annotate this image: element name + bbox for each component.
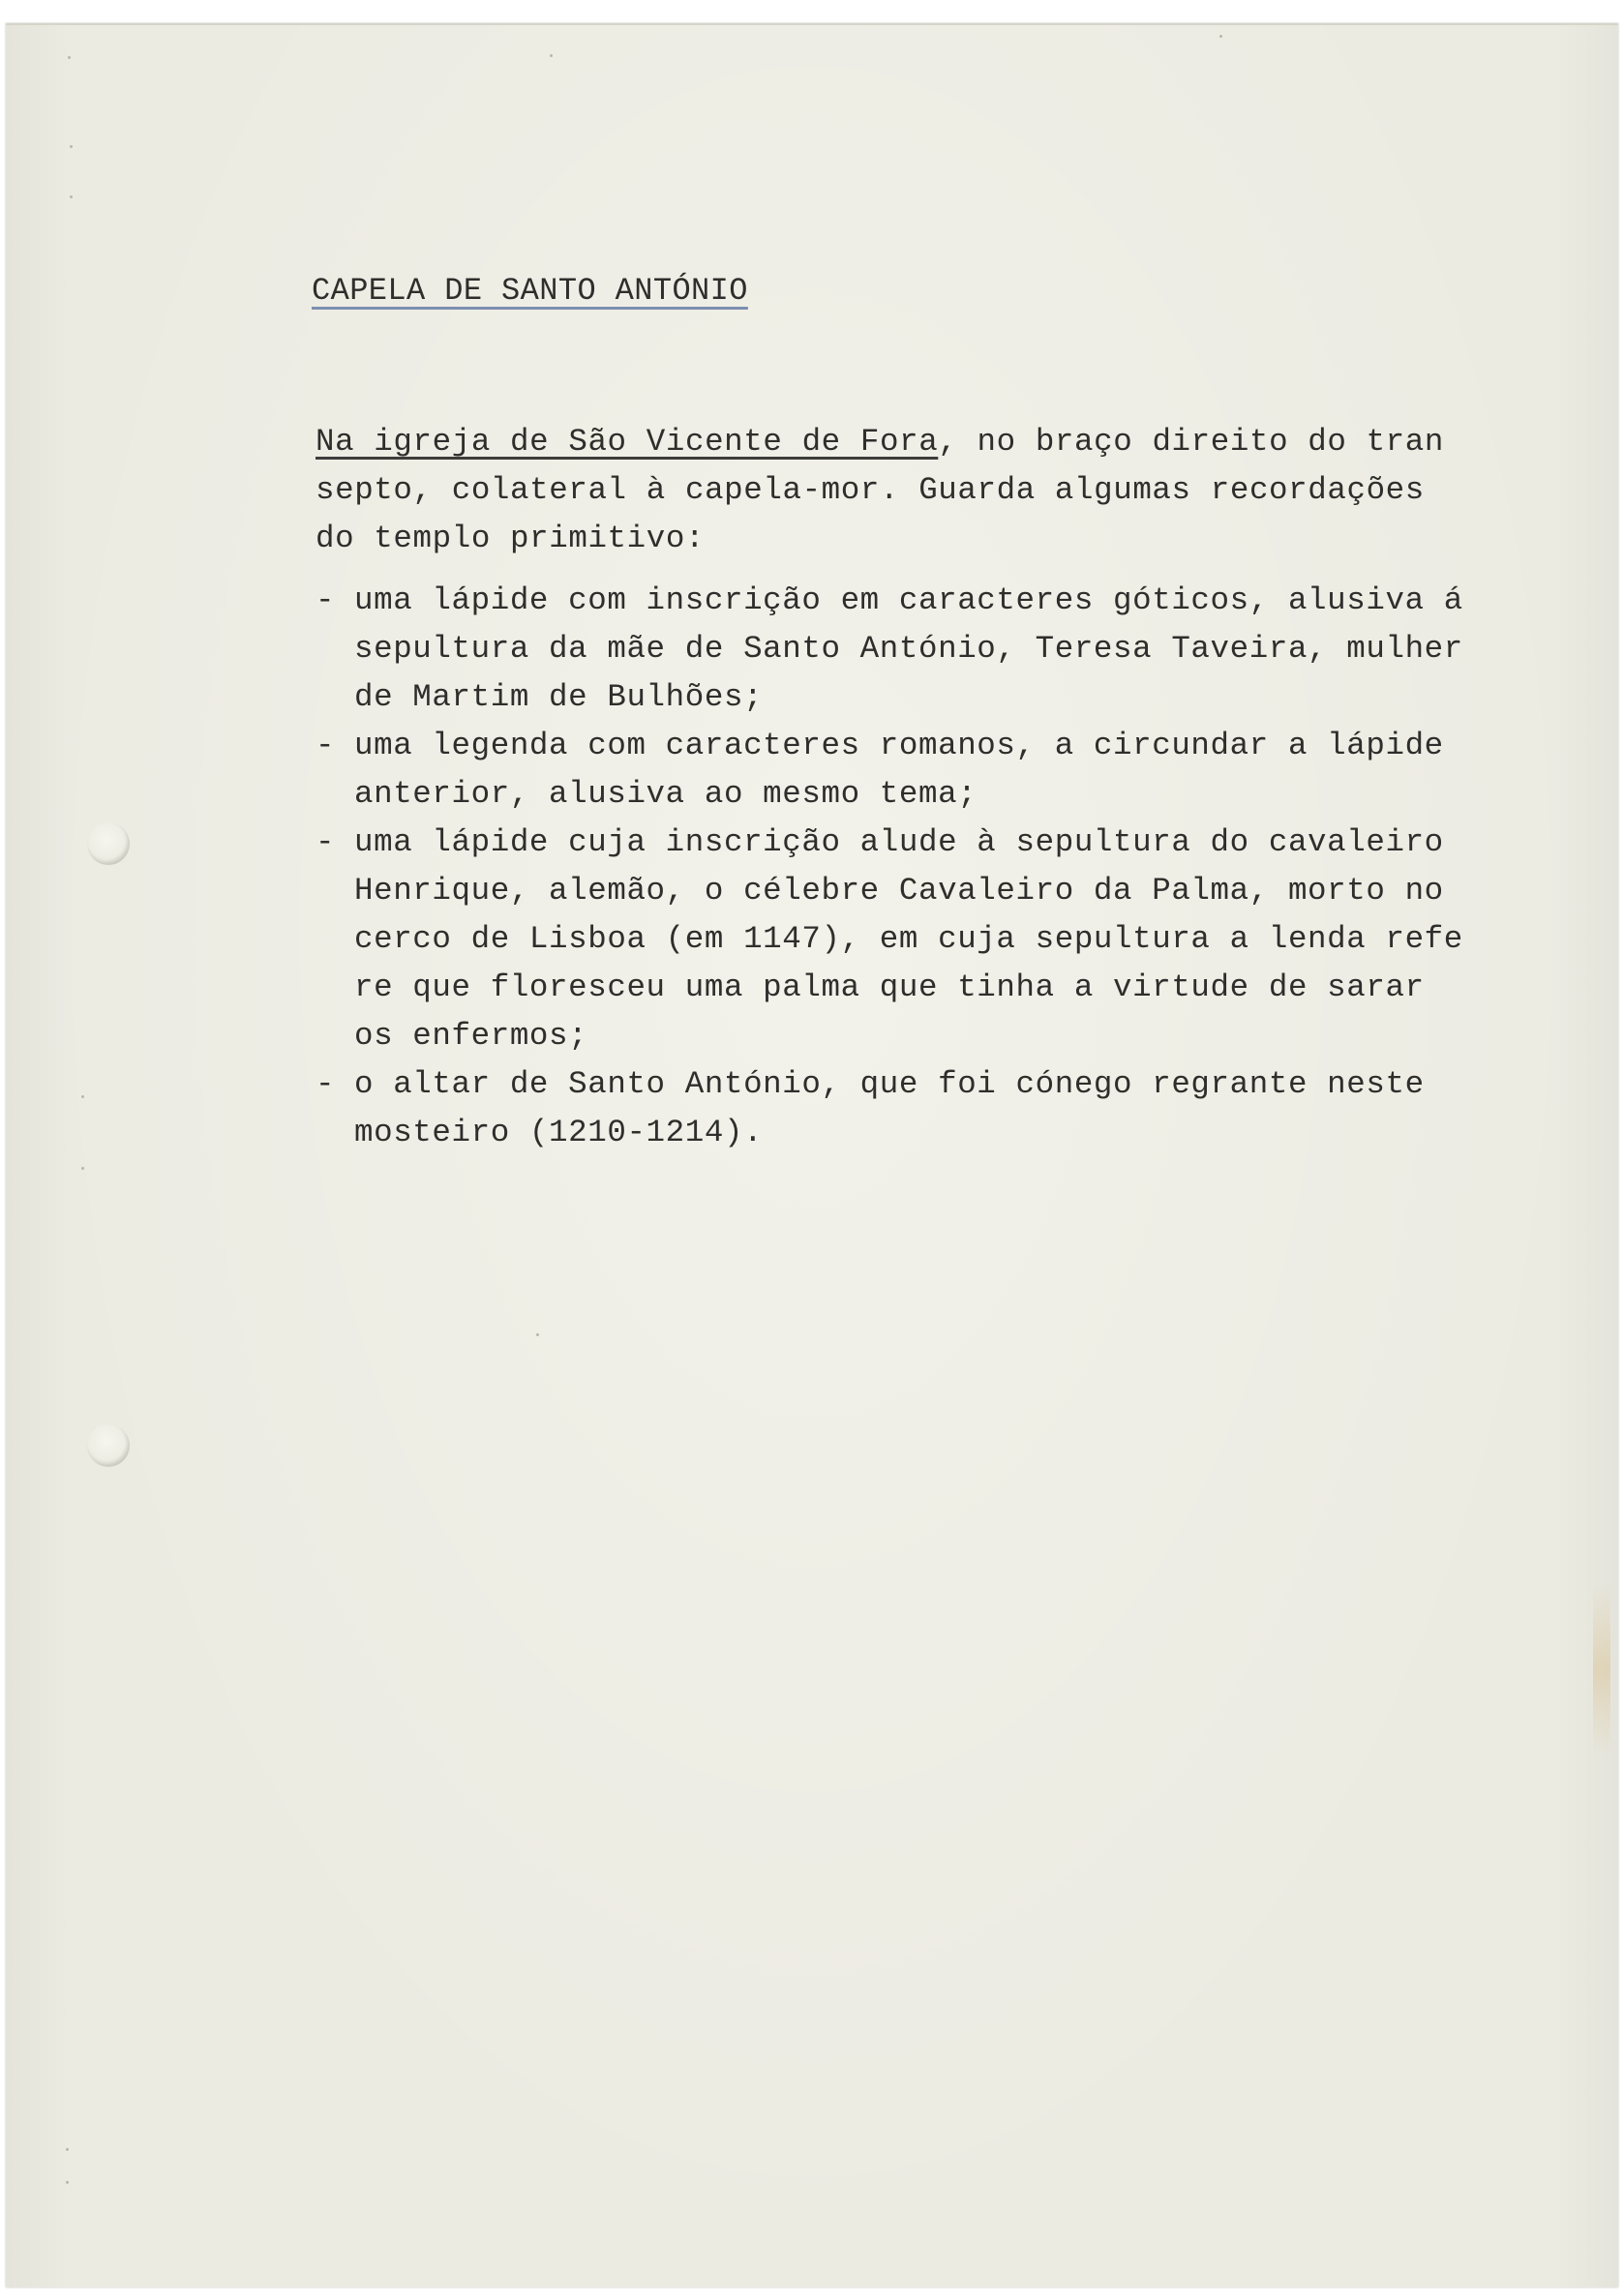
list-line: anterior, alusiva ao mesmo tema; <box>354 776 977 812</box>
intro-line-2: septo, colateral à capela-mor. Guarda algumas recordações <box>316 472 1425 508</box>
list-line: cerco de Lisboa (em 1147), em cuja sepultura a lenda refe <box>354 921 1463 957</box>
paper-speck <box>68 56 71 59</box>
sheet-top-edge <box>6 23 1618 25</box>
punch-hole-lower <box>87 1424 130 1467</box>
list-dash: - <box>316 582 336 618</box>
paper-stain <box>1593 1583 1610 1757</box>
recollections-list <box>316 577 1535 1157</box>
list-item <box>316 722 1535 819</box>
paper-speck <box>66 2181 69 2184</box>
paper-speck <box>66 2148 69 2151</box>
list-line: mosteiro (1210-1214). <box>354 1115 764 1150</box>
paper-speck <box>81 1095 84 1098</box>
list-line: os enfermos; <box>354 1018 588 1054</box>
list-line: de Martim de Bulhões; <box>354 679 764 715</box>
list-dash: - <box>316 1066 336 1102</box>
list-item <box>316 819 1535 1060</box>
paper-speck <box>1219 35 1222 38</box>
list-dash: - <box>316 728 336 763</box>
list-item <box>316 577 1535 722</box>
intro-paragraph <box>316 418 1516 563</box>
list-line: Henrique, alemão, o célebre Cavaleiro da Palma, morto no <box>354 873 1444 909</box>
paper-sheet <box>6 23 1618 2287</box>
list-line: uma lápide cuja inscrição alude à sepultura do cavaleiro <box>354 824 1444 860</box>
intro-line-3: do templo primitivo: <box>316 521 706 556</box>
list-line: o altar de Santo António, que foi cónego regrante neste <box>354 1066 1425 1102</box>
list-dash: - <box>316 824 336 860</box>
paper-speck <box>81 1167 84 1170</box>
paper-speck <box>70 145 73 148</box>
document-title: CAPELA DE SANTO ANTÓNIO <box>312 273 748 309</box>
paper-speck <box>550 54 553 57</box>
intro-underlined-phrase: Na igreja de São Vicente de Fora <box>316 424 939 460</box>
paper-speck <box>536 1333 539 1336</box>
paper-speck <box>70 195 73 198</box>
intro-line-1 <box>316 418 1516 466</box>
punch-hole-upper <box>87 822 130 865</box>
list-item <box>316 1060 1535 1157</box>
intro-line-1-rest: , no braço direito do tran <box>938 424 1444 460</box>
list-line: uma lápide com inscrição em caracteres góticos, alusiva á <box>354 582 1463 618</box>
list-line: re que floresceu uma palma que tinha a virtude de sarar <box>354 969 1425 1005</box>
list-line: sepultura da mãe de Santo António, Teresa Taveira, mulher <box>354 631 1463 667</box>
list-line: uma legenda com caracteres romanos, a circundar a lápide <box>354 728 1444 763</box>
